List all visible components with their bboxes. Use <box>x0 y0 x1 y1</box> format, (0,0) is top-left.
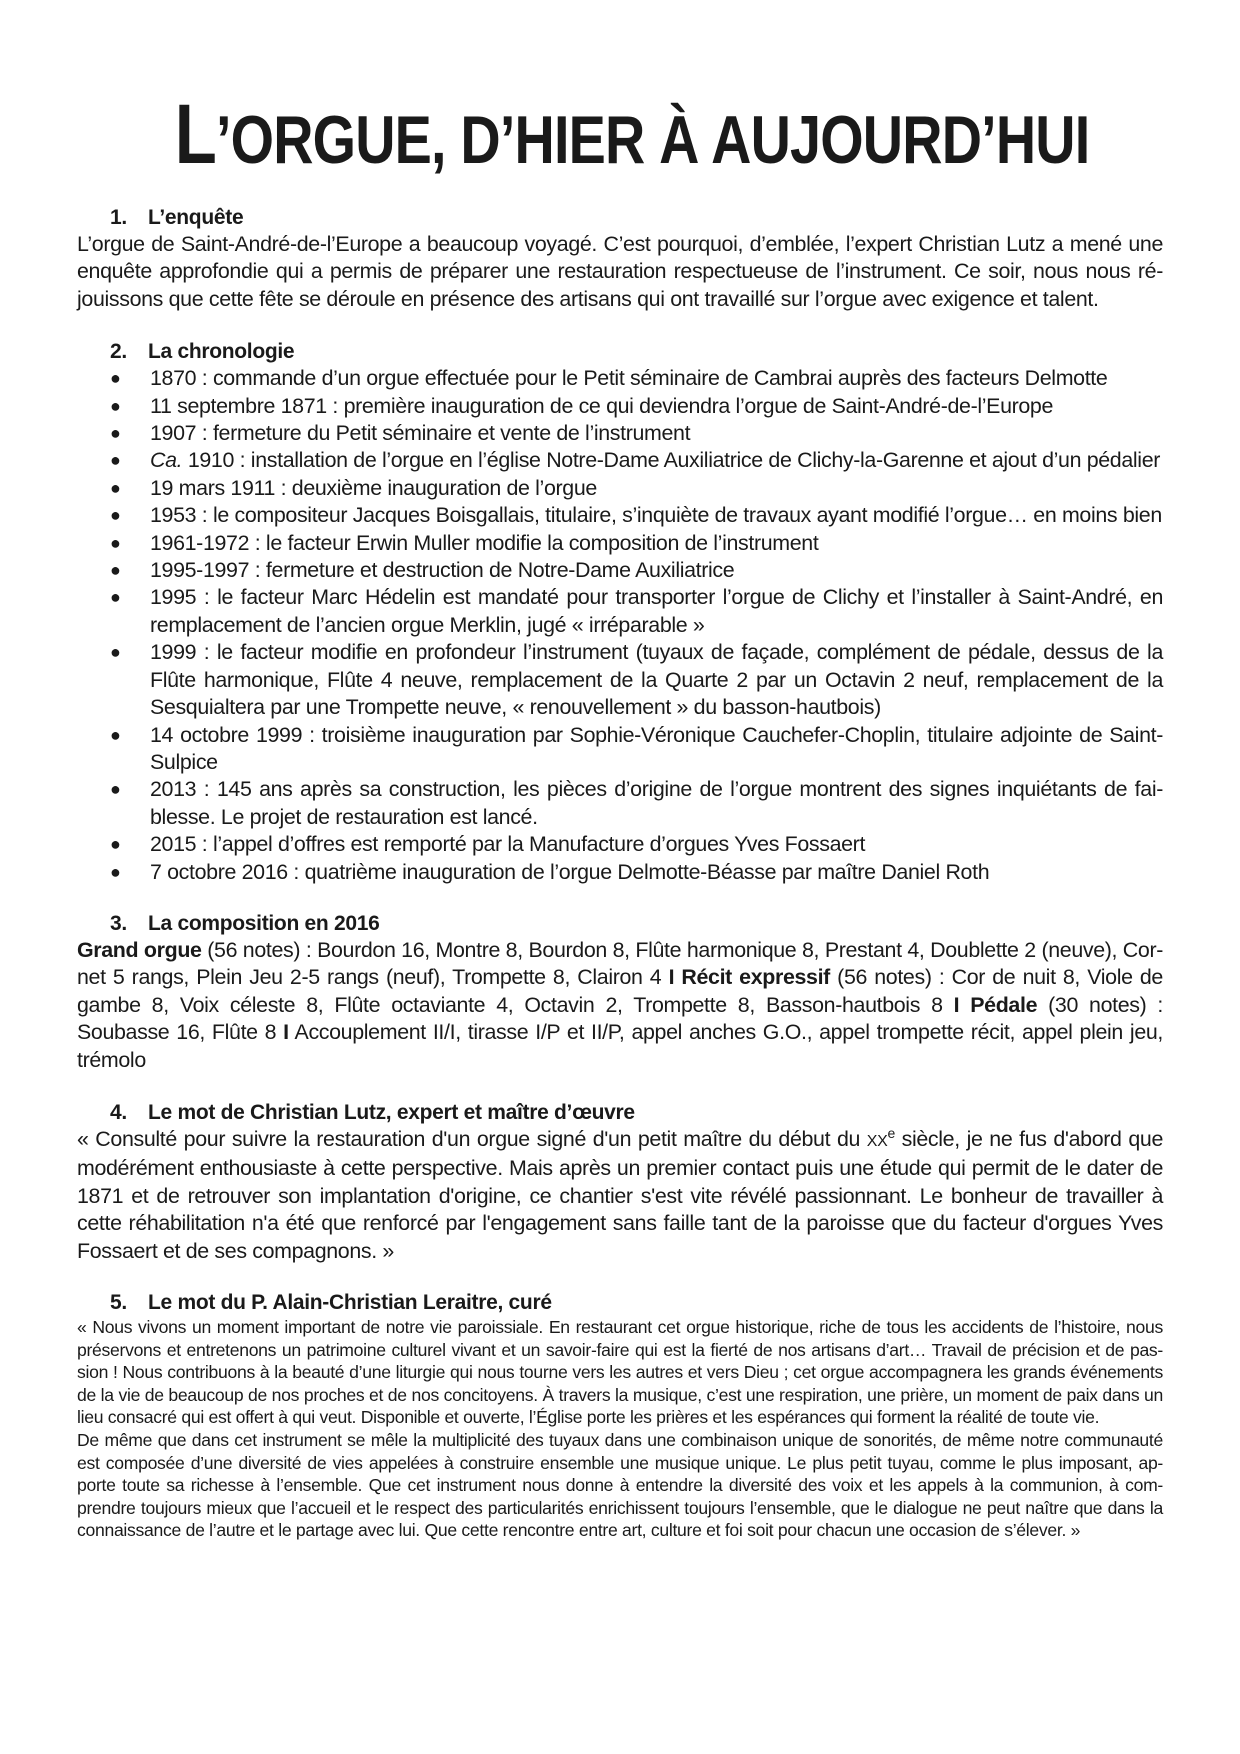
section-chronologie <box>77 338 1163 886</box>
section-number: 5. <box>110 1291 127 1314</box>
bullet-icon: ● <box>110 395 121 416</box>
bullet-icon: ● <box>110 532 121 553</box>
chronology-item-text: 1995 : le facteur Marc Hédelin est mandaté pour transporter l’orgue de Clichy et l’installer à Saint-André, en remplacement de l’ancien orgue Merklin, jugé « irréparable » <box>150 585 1163 637</box>
bullet-icon: ● <box>110 642 121 663</box>
expert-quote <box>77 1126 1163 1265</box>
title-first-letter: L <box>174 87 216 181</box>
composition-text <box>77 937 1163 1074</box>
chronology-item-text: 2015 : l’appel d’offres est remporté par la Manufacture d’orgues Yves Fossaert <box>150 832 866 857</box>
bullet-icon: ● <box>110 560 121 581</box>
section-enquete <box>77 204 1163 313</box>
chronology-item <box>77 365 1163 392</box>
chronology-item-text: 1999 : le facteur modifie en profondeur l’instrument (tuyaux de façade, complément de pédale, dessus de la Flûte harmonique, Flûte 4 neuve, remplacement de la Quarte 2 par un Octavin 2 neuf, remplacement de la Sesquialtera par une Trompette neuve, « renouvellement » du basson-hautbois) <box>150 640 1163 720</box>
section-heading <box>77 910 1163 937</box>
cure-quote-paragraph-1: « Nous vivons un moment important de notre vie paroissiale. En restaurant cet orgue historique, riche de tous les accidents de l’histoire, nous préservons et entretenons un patrimoine culturel vivant et un savoir-faire qui est la fierté de nos artisans d’art… Travail de précision et de pas-sion ! Nous contribuons à la beauté d’une liturgie qui nous tourne vers les autres et vers Dieu ; cet orgue accompagnera les grands événements de la vie de beaucoup de nos proches et de nos concitoyens. À travers la musique, c’est une respiration, une prière, un moment de paix dans un lieu consacré qui est offert à qui veut. Disponible et ouverte, l’Église porte les prières et les espérances qui forment la réalité de toute vie. <box>77 1317 1163 1428</box>
separator: I <box>283 1020 289 1045</box>
bullet-icon: ● <box>110 368 121 389</box>
chronology-item <box>77 420 1163 447</box>
chronology-item-text: 1870 : commande d’un orgue effectuée pour le Petit séminaire de Cambrai auprès des facteurs Delmotte <box>150 366 1108 391</box>
pedale-label: I Pédale <box>953 992 1038 1017</box>
recit-label: I Récit expressif <box>668 965 830 990</box>
section-mot-cure <box>77 1289 1163 1542</box>
bullet-icon: ● <box>110 505 121 526</box>
chronology-item-text: 1907 : fermeture du Petit séminaire et vente de l’instrument <box>150 421 691 446</box>
chronology-item-text: 14 octobre 1999 : troisième inauguration par Sophie-Véronique Cauchefer-Choplin, titulaire adjointe de Saint-Sulpice <box>150 722 1163 774</box>
section-composition <box>77 910 1163 1074</box>
bullet-icon: ● <box>110 724 121 745</box>
chronology-item <box>77 722 1163 777</box>
bullet-icon: ● <box>110 477 121 498</box>
century-numeral: XX <box>866 1132 888 1150</box>
section-heading <box>77 204 1163 231</box>
chronology-item <box>77 502 1163 529</box>
chronology-item <box>77 639 1163 721</box>
chronology-item <box>77 475 1163 502</box>
bullet-icon: ● <box>110 834 121 855</box>
century-superscript: e <box>887 1124 895 1141</box>
chronology-item <box>77 584 1163 639</box>
section-title: L’enquête <box>148 206 244 229</box>
page-title <box>174 0 1090 181</box>
section-title: La composition en 2016 <box>148 911 380 935</box>
quote-part-1: « Consulté pour suivre la restauration d'un orgue signé d'un petit maître du début du <box>77 1126 867 1151</box>
bullet-icon: ● <box>110 423 121 444</box>
section-number: 3. <box>110 911 127 935</box>
section-title: Le mot du P. Alain-Christian Leraitre, curé <box>148 1291 552 1314</box>
section-title: Le mot de Christian Lutz, expert et maître d’œuvre <box>148 1100 635 1124</box>
section-text: L’orgue de Saint-André-de-l’Europe a beaucoup voyagé. C’est pourquoi, d’emblée, l’expert Christian Lutz a mené une enquête approfondie qui a permis de préparer une restauration respectueuse de l’instrument. Ce soir, nous nous ré-jouissons que cette fête se déroule en présence des artisans qui ont travaillé sur l’orgue avec exigence et talent. <box>77 232 1163 311</box>
bullet-icon: ● <box>110 861 121 882</box>
section-number: 1. <box>110 206 127 229</box>
grand-orgue-stops: (56 notes) : Bourdon 16, Montre 8, Bourdon 8, Flûte harmonique 8, Prestant 4, Doublette 2 (neuve), Cor-net 5 rangs, Plein Jeu 2-5 rangs (neuf), Trompette 8, Clairon 4 <box>77 937 1163 990</box>
accessories: Accouplement II/I, tirasse I/P et II/P, appel anches G.O., appel trompette récit, appel plein jeu, trémolo <box>77 1020 1164 1072</box>
chronology-item <box>77 557 1163 584</box>
section-title: La chronologie <box>148 340 295 364</box>
chronology-item-text: 1995-1997 : fermeture et destruction de Notre-Dame Auxiliatrice <box>150 558 735 583</box>
section-number: 4. <box>110 1100 127 1124</box>
bullet-icon: ● <box>110 450 121 471</box>
recit-stops: (56 notes) : Cor de nuit 8, Viole de gambe 8, Voix céleste 8, Flûte octaviante 4, Octavin 2, Trompette 8, Basson-hautbois 8 <box>77 965 1163 1017</box>
chronology-list <box>77 365 1163 886</box>
chronology-item <box>77 447 1163 474</box>
chronology-item-italic: Ca. <box>150 448 183 473</box>
bullet-icon: ● <box>110 779 121 800</box>
chronology-item <box>77 776 1163 831</box>
chronology-item-text: 1953 : le compositeur Jacques Boisgallais, titulaire, s’inquiète de travaux ayant modifié l’orgue… en moins bien <box>150 503 1162 528</box>
chronology-item <box>77 530 1163 557</box>
chronology-item-text: 2013 : 145 ans après sa construction, les pièces d’origine de l’orgue montrent des signes inquiétants de fai-blesse. Le projet de restauration est lancé. <box>150 777 1163 829</box>
section-heading <box>77 338 1163 365</box>
section-heading <box>77 1289 1163 1316</box>
chronology-item-text: 19 mars 1911 : deuxième inauguration de l’orgue <box>150 475 597 500</box>
bullet-icon: ● <box>110 587 121 608</box>
pedale-stops: (30 notes) : Soubasse 16, Flûte 8 <box>77 992 1163 1045</box>
cure-quote-paragraph-2: De même que dans cet instrument se mêle la multiplicité des tuyaux dans une combinaison unique de sonorités, de même notre communauté est composée d’une diversité de vies appelées à construire ensemble une musique unique. Le plus petit tuyau, comme le plus imposant, ap-porte toute sa richesse à l’ensemble. Que cet instrument nous donne à entendre la diversité des voix et les appels à la communion, à com-prendre toujours mieux que l’accueil et le respect des particularités enrichissent toujours l’ensemble, que le dialogue ne peut naître que dans la connaissance de l’autre et le partage avec lui. Que cette rencontre entre art, culture et foi soit pour chacun une occasion de s’élever. » <box>77 1429 1163 1541</box>
quote-part-2: siècle, je ne fus d'abord que modérément enthousiaste à cette perspective. Mais après un premier contact puis une étude qui permit de le dater de 1871 et de retrouver son implantation d'origine, ce chantier s'est vite révélé passionnant. Le bonheur de travailler à cette réhabilitation n'a été que renforcé par l'engagement sans faille tant de la paroisse que du facteur d'orgues Yves Fossaert et de ses compagnons. » <box>77 1126 1163 1263</box>
chronology-item-text: 7 octobre 2016 : quatrième inauguration de l’orgue Delmotte-Béasse par maître Daniel Roth <box>150 859 990 884</box>
chronology-item <box>77 393 1163 420</box>
chronology-item-text: 1961-1972 : le facteur Erwin Muller modifie la composition de l’instrument <box>150 530 819 555</box>
section-heading <box>77 1099 1163 1126</box>
chronology-item-text: 1910 : installation de l’orgue en l’église Notre-Dame Auxiliatrice de Clichy-la-Garenne et ajout d’un pédalier <box>182 448 1161 473</box>
title-rest: ’ORGUE, D’HIER À AUJOURD’HUI <box>215 102 1090 178</box>
section-number: 2. <box>110 340 127 364</box>
chronology-item <box>77 831 1163 858</box>
chronology-item-text: 11 septembre 1871 : première inauguration de ce qui deviendra l’orgue de Saint-André-de-l’Europe <box>150 393 1054 418</box>
grand-orgue-label: Grand orgue <box>77 937 202 962</box>
section-mot-expert <box>77 1099 1163 1265</box>
chronology-item <box>77 859 1163 886</box>
